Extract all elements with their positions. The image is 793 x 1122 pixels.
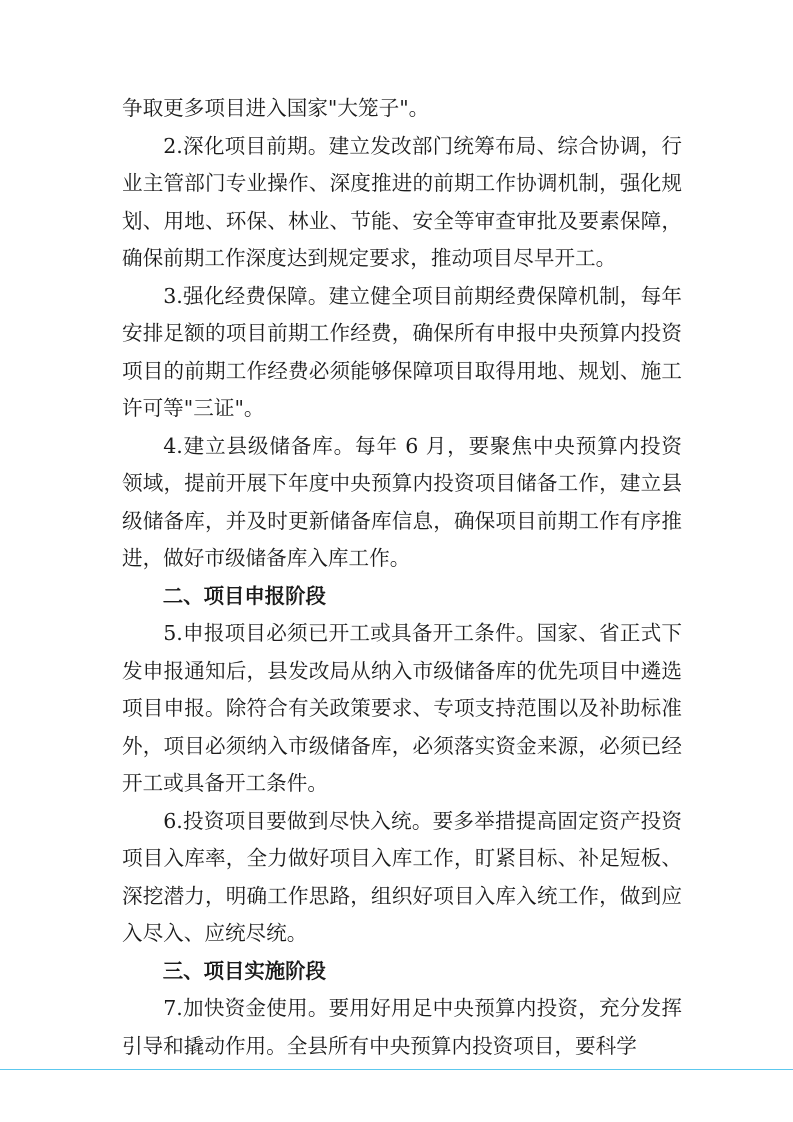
paragraph-continuation: 争取更多项目进入国家"大笼子"。	[122, 96, 430, 120]
bottom-divider-line	[0, 1069, 793, 1070]
paragraph-item-6: 6.投资项目要做到尽快入统。要多举措提高固定资产投资项目入库率，全力做好项目入库工作，盯紧目标、补足短板、深挖潜力，明确工作思路，组织好项目入库入统工作，做到应入尽入、应统尽统。	[122, 808, 682, 945]
paragraph-item-3: 3.强化经费保障。建立健全项目前期经费保障机制，每年安排足额的项目前期工作经费，确保所有申报中央预算内投资项目的前期工作经费必须能够保障项目取得用地、规划、施工许可等"三证"。	[122, 283, 682, 420]
paragraph-item-7: 7.加快资金使用。要用好用足中央预算内投资，充分发挥引导和撬动作用。全县所有中央预算内投资项目，要科学	[122, 996, 682, 1058]
document-body	[122, 90, 682, 1065]
section-heading-2: 二、项目申报阶段	[162, 583, 326, 608]
section-heading-3: 三、项目实施阶段	[162, 958, 326, 983]
paragraph-item-2: 2.深化项目前期。建立发改部门统筹布局、综合协调，行业主管部门专业操作、深度推进的前期工作协调机制，强化规划、用地、环保、林业、节能、安全等审查审批及要素保障，确保前期工作深度达到规定要求，推动项目尽早开工。	[122, 133, 682, 270]
paragraph-item-5: 5.申报项目必须已开工或具备开工条件。国家、省正式下发申报通知后，县发改局从纳入市级储备库的优先项目中遴选项目申报。除符合有关政策要求、专项支持范围以及补助标准外，项目必须纳入市级储备库，必须落实资金来源，必须已经开工或具备开工条件。	[122, 621, 682, 795]
paragraph-item-4: 4.建立县级储备库。每年 6 月，要聚焦中央预算内投资领域，提前开展下年度中央预算内投资项目储备工作，建立县级储备库，并及时更新储备库信息，确保项目前期工作有序推进，做好市级储备库入库工作。	[122, 433, 682, 570]
